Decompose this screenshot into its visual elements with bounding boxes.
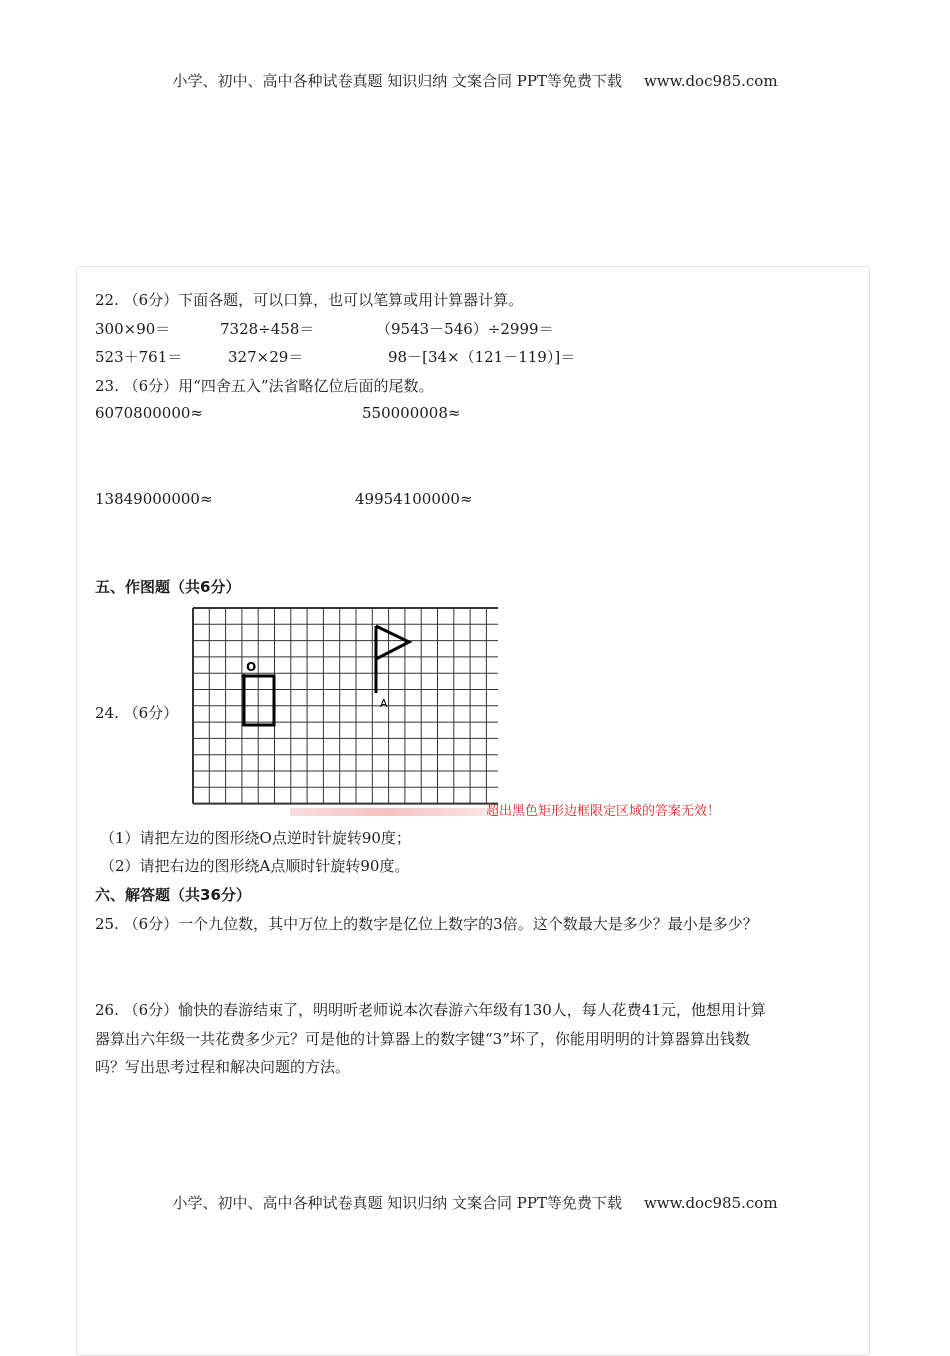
q24-grid-figure <box>190 605 498 811</box>
q23-item-3: 13849000000≈ <box>95 490 213 508</box>
q26-line-2: 器算出六年级一共花费多少元？可是他的计算器上的数字键“3”坏了，你能用明明的计算器算出钱数 <box>95 1030 750 1048</box>
page-header <box>0 70 950 91</box>
point-o-label: O <box>246 660 257 674</box>
q24-sub1: （1）请把左边的图形绕O点逆时针旋转90度； <box>100 829 411 847</box>
page-footer <box>0 1192 950 1213</box>
q22-expr-6: 98－[34×（121－119）]＝ <box>388 348 576 366</box>
point-o-marker <box>242 674 246 678</box>
q22-expr-2: 7328÷458＝ <box>220 320 315 338</box>
q22-expr-5: 327×29＝ <box>228 348 304 366</box>
section6-title: 六、解答题（共36分） <box>95 886 251 904</box>
q22-title: 22. （6分）下面各题，可以口算，也可以笔算或用计算器计算。 <box>95 291 524 309</box>
warning-smudge <box>290 808 486 816</box>
footer-text: 小学、初中、高中各种试卷真题 知识归纳 文案合同 PPT等免费下载 <box>172 1194 622 1212</box>
q26-line-3: 吗？写出思考过程和解决问题的方法。 <box>95 1058 351 1076</box>
header-site: www.doc985.com <box>643 72 778 90</box>
q22-expr-3: （9543－546）÷2999＝ <box>376 320 554 338</box>
point-a-label: A <box>380 697 388 710</box>
q24-label: 24. （6分） <box>95 704 179 722</box>
q23-title: 23. （6分）用“四舍五入”法省略亿位后面的尾数。 <box>95 377 434 395</box>
q23-item-2: 550000008≈ <box>362 404 461 422</box>
answer-area-warning: 超出黑色矩形边框限定区域的答案无效！ <box>486 804 721 819</box>
q24-sub2: （2）请把右边的图形绕A点顺时针旋转90度。 <box>100 857 410 875</box>
q22-expr-4: 523＋761＝ <box>95 348 183 366</box>
q23-item-1: 6070800000≈ <box>95 404 204 422</box>
footer-site: www.doc985.com <box>643 1194 778 1212</box>
grid-lines <box>193 608 498 804</box>
section5-title: 五、作图题（共6分） <box>95 578 241 596</box>
q25-text: 25. （6分）一个九位数，其中万位上的数字是亿位上数字的3倍。这个数最大是多少？最小是多少？ <box>95 915 758 933</box>
left-rectangle-shape <box>244 676 274 725</box>
q26-line-1: 26. （6分）愉快的春游结束了，明明听老师说本次春游六年级有130人，每人花费41元，他想用计算 <box>95 1001 766 1019</box>
header-text: 小学、初中、高中各种试卷真题 知识归纳 文案合同 PPT等免费下载 <box>172 72 622 90</box>
q22-expr-1: 300×90＝ <box>95 320 171 338</box>
flag-triangle <box>376 626 409 659</box>
q23-item-4: 49954100000≈ <box>355 490 473 508</box>
